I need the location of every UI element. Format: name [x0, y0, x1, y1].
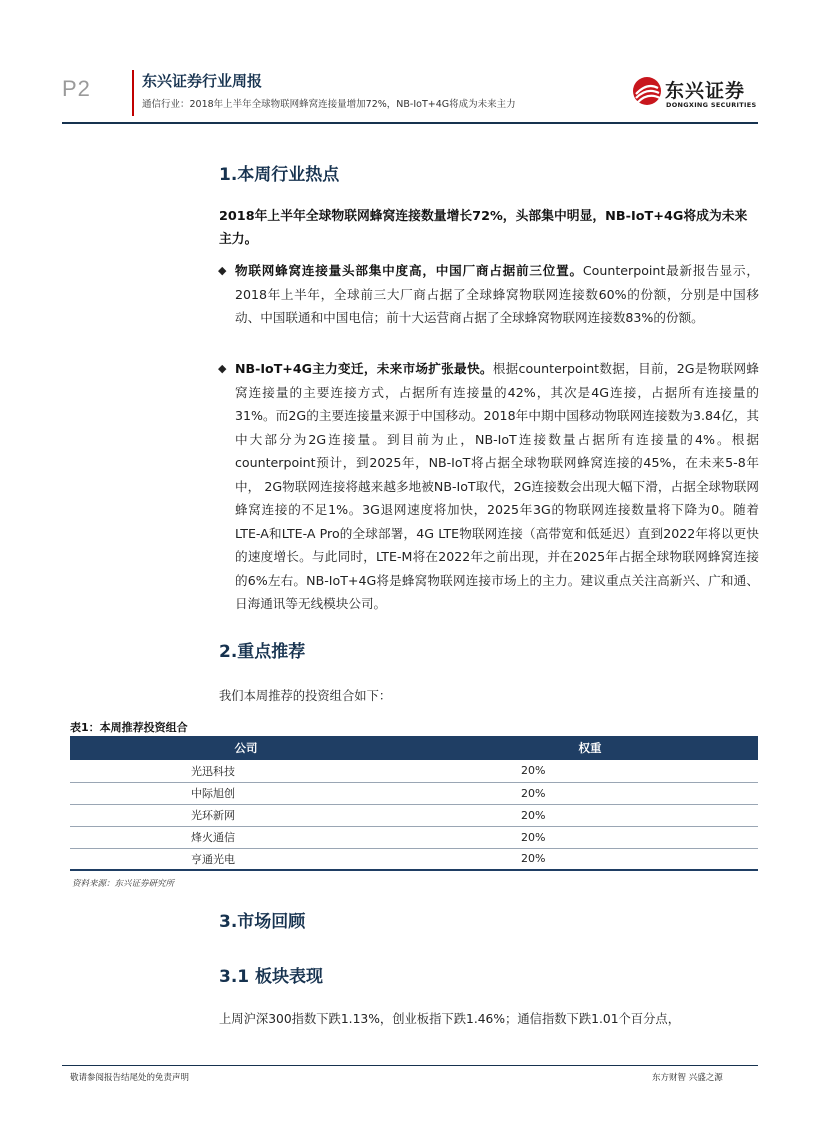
cell-weight: 20%	[422, 804, 758, 826]
cell-company: 光环新网	[70, 804, 422, 826]
cell-company: 烽火通信	[70, 826, 422, 848]
bullet-bold: 物联网蜂窝连接量头部集中度高，中国厂商占据前三位置。	[235, 263, 583, 278]
header-rule	[62, 122, 758, 124]
market-paragraph: 上周沪深300指数下跌1.13%，创业板指下跌1.46%；通信指数下跌1.01个百分点，	[219, 1012, 680, 1026]
bullet-text: Counterpoint最新报告显示，2018年上半年，全球前三大厂商占据了全球蜂窝物联网连接数60%的份额，分别是中国移动、中国联通和中国电信；前十大运营商占据了全球蜂窝物联网连接数83%的份额。	[235, 263, 759, 325]
page-number: P2	[62, 76, 91, 101]
company-logo-icon	[630, 76, 664, 106]
bullet-icon: ◆	[218, 362, 227, 375]
portfolio-intro: 我们本周推荐的投资组合如下：	[219, 689, 392, 703]
logo-text: 东兴证券	[665, 80, 746, 102]
section-heading-hotspots: 1.本周行业热点	[219, 165, 340, 185]
subsection-heading-sectors: 3.1 板块表现	[219, 967, 324, 987]
cell-company: 中际旭创	[70, 782, 422, 804]
cell-weight: 20%	[422, 782, 758, 804]
bullet-icon: ◆	[218, 264, 227, 277]
cell-weight: 20%	[422, 760, 758, 782]
table-row	[70, 804, 758, 826]
section-heading-market: 3.市场回顾	[219, 912, 306, 932]
footer-slogan: 东方财智 兴盛之源	[652, 1073, 723, 1083]
cell-weight: 20%	[422, 826, 758, 848]
column-header-company: 公司	[70, 736, 422, 760]
table-header-row	[70, 736, 758, 760]
cell-weight: 20%	[422, 848, 758, 870]
footer-rule	[62, 1065, 758, 1066]
report-subtitle: 通信行业：2018年上半年全球物联网蜂窝连接量增加72%，NB-IoT+4G将成为未来主力	[142, 99, 516, 110]
bullet-item-concentration	[219, 259, 759, 330]
table-source: 资料来源：东兴证券研究所	[72, 879, 175, 889]
lead-summary: 2018年上半年全球物联网蜂窝连接数量增长72%，头部集中明显，NB-IoT+4G将成为未来主力。	[219, 209, 748, 247]
disclaimer-note: 敬请参阅报告结尾处的免责声明	[70, 1073, 190, 1083]
logo-english: DONGXING SECURITIES	[666, 101, 757, 109]
bullet-text: 根据counterpoint数据，目前，2G是物联网蜂窝连接量的主要连接方式，占据所有连接量的42%，其次是4G连接，占据所有连接量的31%。而2G的主要连接量来源于中国移动。2018年中期中国移动物联网连接数为3.84亿，其中大部分为2G连接量。到目前为止，NB-IoT连接数量占据所有连接量的4%。根据counterpoint预计，到2025年，NB-IoT将占据全球物联网蜂窝连接的45%，在未来5-8年中， 2G物联网连接将越来越多地被NB-IoT取代，2G连接数会出现大幅下滑，占据全球物联网蜂窝连接的不足1%。3G退网速度将加快，2025年3G的物联网连接数量将下降为0。随着LTE-A和LTE-A Pro的全球部署，4G LTE物联网连接（高带宽和低延迟）直到2022年将以更快的速度增长。与此同时，LTE-M将在2022年之前出现，并在2025年占据全球物联网蜂窝连接的6%左右。NB-IoT+4G将是蜂窝物联网连接市场上的主力。建议重点关注高新兴、广和通、日海通讯等无线模块公司。	[235, 361, 759, 611]
table-row	[70, 782, 758, 804]
table-title: 表1：本周推荐投资组合	[70, 721, 188, 734]
column-header-weight: 权重	[422, 736, 758, 760]
portfolio-table	[70, 736, 758, 871]
table-row	[70, 760, 758, 782]
header-divider	[132, 70, 134, 116]
table-row	[70, 826, 758, 848]
cell-company: 亨通光电	[70, 848, 422, 870]
bullet-item-nbiot	[219, 357, 759, 616]
report-title: 东兴证券行业周报	[142, 72, 263, 90]
cell-company: 光迅科技	[70, 760, 422, 782]
bullet-bold: NB-IoT+4G主力变迁，未来市场扩张最快。	[235, 361, 493, 376]
table-row	[70, 848, 758, 870]
section-heading-recommend: 2.重点推荐	[219, 642, 306, 662]
